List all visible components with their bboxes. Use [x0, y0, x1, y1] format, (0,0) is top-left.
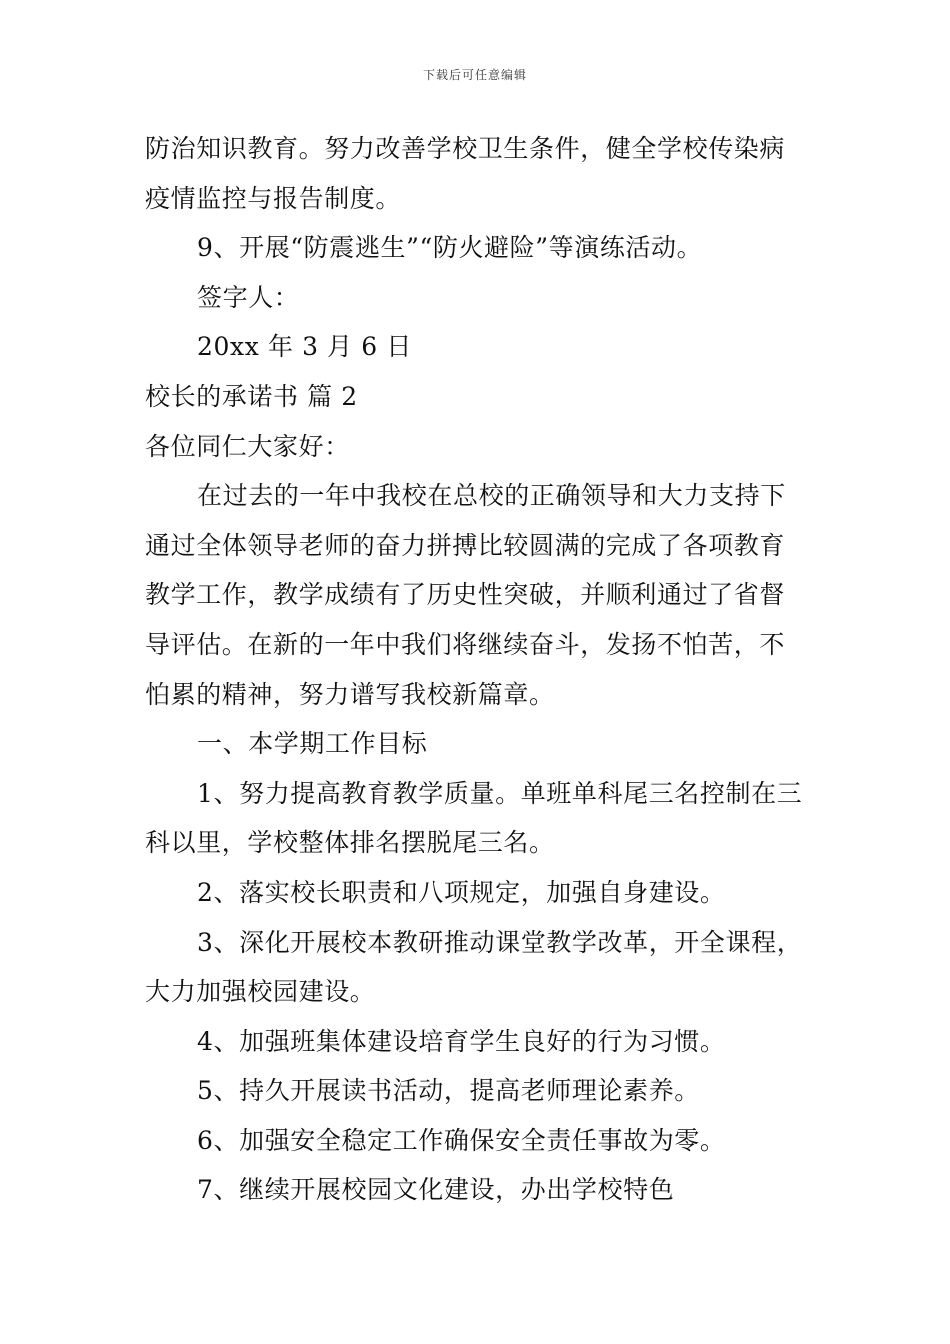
subheading: 一、本学期工作目标 — [197, 729, 428, 759]
text-line: 防治知识教育。努力改善学校卫生条件，健全学校传染病 — [145, 134, 786, 163]
text-line: 20xx 年 3 月 6 日 — [197, 332, 412, 362]
list-item: 2、落实校长职责和八项规定，加强自身建设。 — [197, 877, 726, 907]
text-line: 9、开展“防震逃生”“防火避险”等演练活动。 — [197, 233, 703, 263]
list-item: 1、努力提高教育教学质量。单班单科尾三名控制在三 — [197, 778, 803, 808]
greeting: 各位同仁大家好： — [145, 431, 350, 461]
text-line: 在过去的一年中我校在总校的正确领导和大力支持下 — [197, 481, 786, 511]
document-body — [145, 124, 810, 1215]
header-note: 下载后可任意编辑 — [422, 68, 527, 82]
section-title: 校长的承诺书 篇 2 — [145, 381, 358, 411]
text-line: 疫情监控与报告制度。 — [145, 183, 402, 213]
list-item: 6、加强安全稳定工作确保安全责任事故为零。 — [197, 1125, 726, 1155]
list-item: 7、继续开展校园文化建设，办出学校特色 — [197, 1175, 675, 1205]
text-line: 通过全体领导老师的奋力拼搏比较圆满的完成了各项教育 — [145, 530, 786, 560]
text-line: 签字人： — [197, 282, 300, 312]
list-item: 3、深化开展校本教研推动课堂教学改革，开全课程， — [197, 927, 803, 957]
text-line: 教学工作，教学成绩有了历史性突破，并顺利通过了省督 — [145, 580, 786, 610]
text-line: 大力加强校园建设。 — [145, 977, 376, 1007]
text-line: 科以里，学校整体排名摆脱尾三名。 — [145, 828, 555, 858]
text-line: 怕累的精神，努力谱写我校新篇章。 — [145, 679, 555, 709]
list-item: 4、加强班集体建设培育学生良好的行为习惯。 — [197, 1026, 726, 1056]
list-item: 5、持久开展读书活动，提高老师理论素养。 — [197, 1076, 700, 1106]
text-line: 导评估。在新的一年中我们将继续奋斗，发扬不怕苦，不 — [145, 629, 786, 659]
